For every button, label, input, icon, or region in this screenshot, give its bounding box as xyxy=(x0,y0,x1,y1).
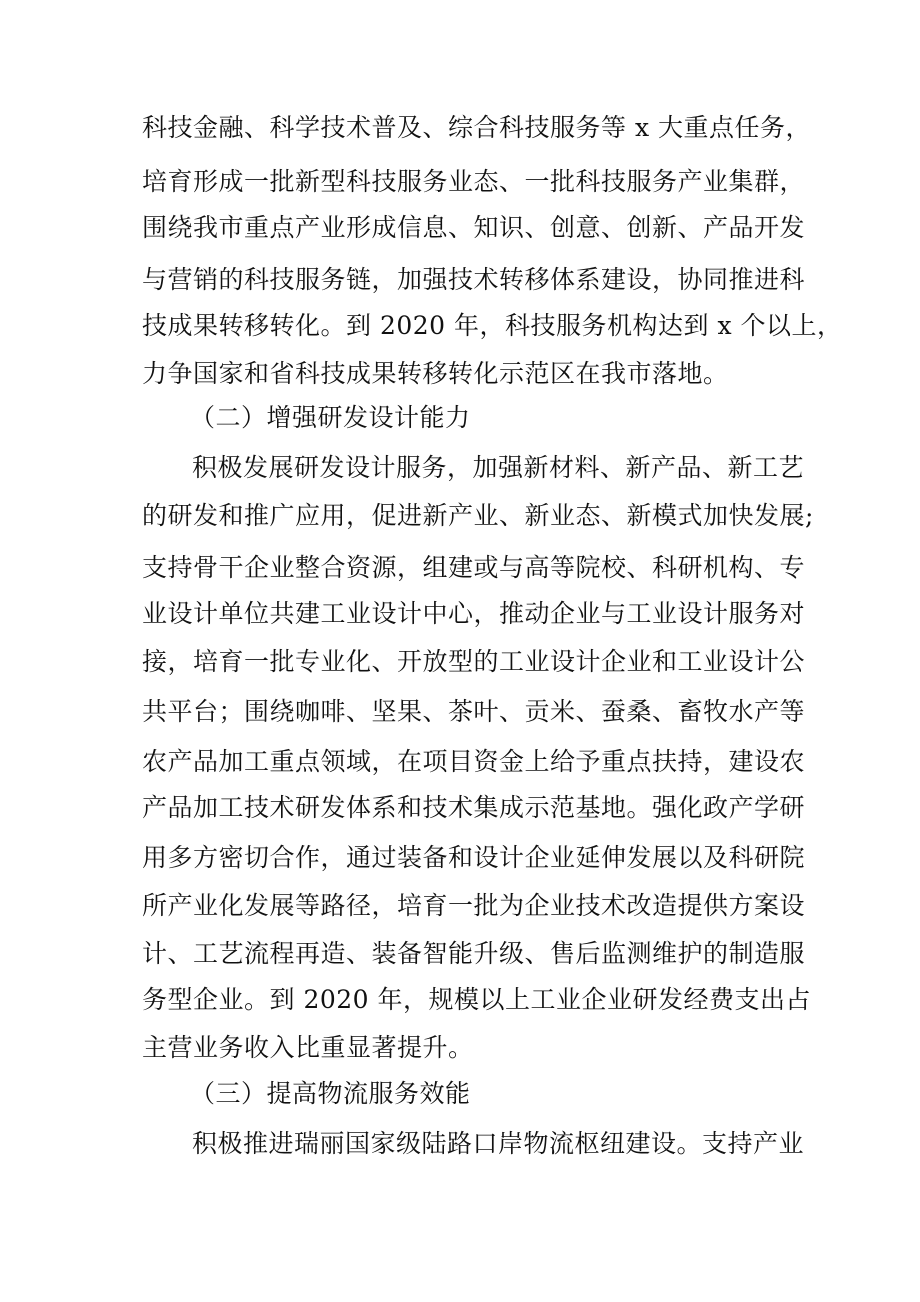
section-heading: （二）增强研发设计能力 xyxy=(190,403,471,432)
text-line: 务型企业。到 2020 年，规模以上工业企业研发经费支出占 xyxy=(142,985,812,1014)
text-line: 力争国家和省科技成果转移转化示范区在我市落地。 xyxy=(142,359,729,388)
text-line: 培育形成一批新型科技服务业态、一批科技服务产业集群， xyxy=(142,167,806,196)
text-line: 用多方密切合作，通过装备和设计企业延伸发展以及科研院 xyxy=(142,843,806,872)
text-line: 业设计单位共建工业设计中心，推动企业与工业设计服务对 xyxy=(142,599,806,628)
text-line: 计、工艺流程再造、装备智能升级、售后监测维护的制造服 xyxy=(142,939,806,968)
text-line: 科技金融、科学技术普及、综合科技服务等 x 大重点任务， xyxy=(142,113,811,142)
text-line: 接，培育一批专业化、开放型的工业设计企业和工业设计公 xyxy=(142,647,806,676)
text-line: 积极推进瑞丽国家级陆路口岸物流枢纽建设。支持产业 xyxy=(192,1129,805,1158)
text-line: 所产业化发展等路径，培育一批为企业技术改造提供方案设 xyxy=(142,891,806,920)
text-line: 农产品加工重点领域，在项目资金上给予重点扶持，建设农 xyxy=(142,747,806,776)
text-line: 积极发展研发设计服务，加强新材料、新产品、新工艺 xyxy=(192,453,805,482)
text-line: 的研发和推广应用，促进新产业、新业态、新模式加快发展; xyxy=(142,501,814,530)
text-line: 主营业务收入比重显著提升。 xyxy=(142,1033,474,1062)
text-line: 技成果转移转化。到 2020 年，科技服务机构达到 x 个以上， xyxy=(142,311,843,340)
text-line: 支持骨干企业整合资源，组建或与高等院校、科研机构、专 xyxy=(142,553,806,582)
text-line: 与营销的科技服务链，加强技术转移体系建设，协同推进科 xyxy=(142,265,806,294)
text-line: 围绕我市重点产业形成信息、知识、创意、创新、产品开发 xyxy=(142,213,806,242)
text-line: 共平台；围绕咖啡、坚果、茶叶、贡米、蚕桑、畜牧水产等 xyxy=(142,697,806,726)
section-heading: （三）提高物流服务效能 xyxy=(190,1079,471,1108)
text-line: 产品加工技术研发体系和技术集成示范基地。强化政产学研 xyxy=(142,793,806,822)
